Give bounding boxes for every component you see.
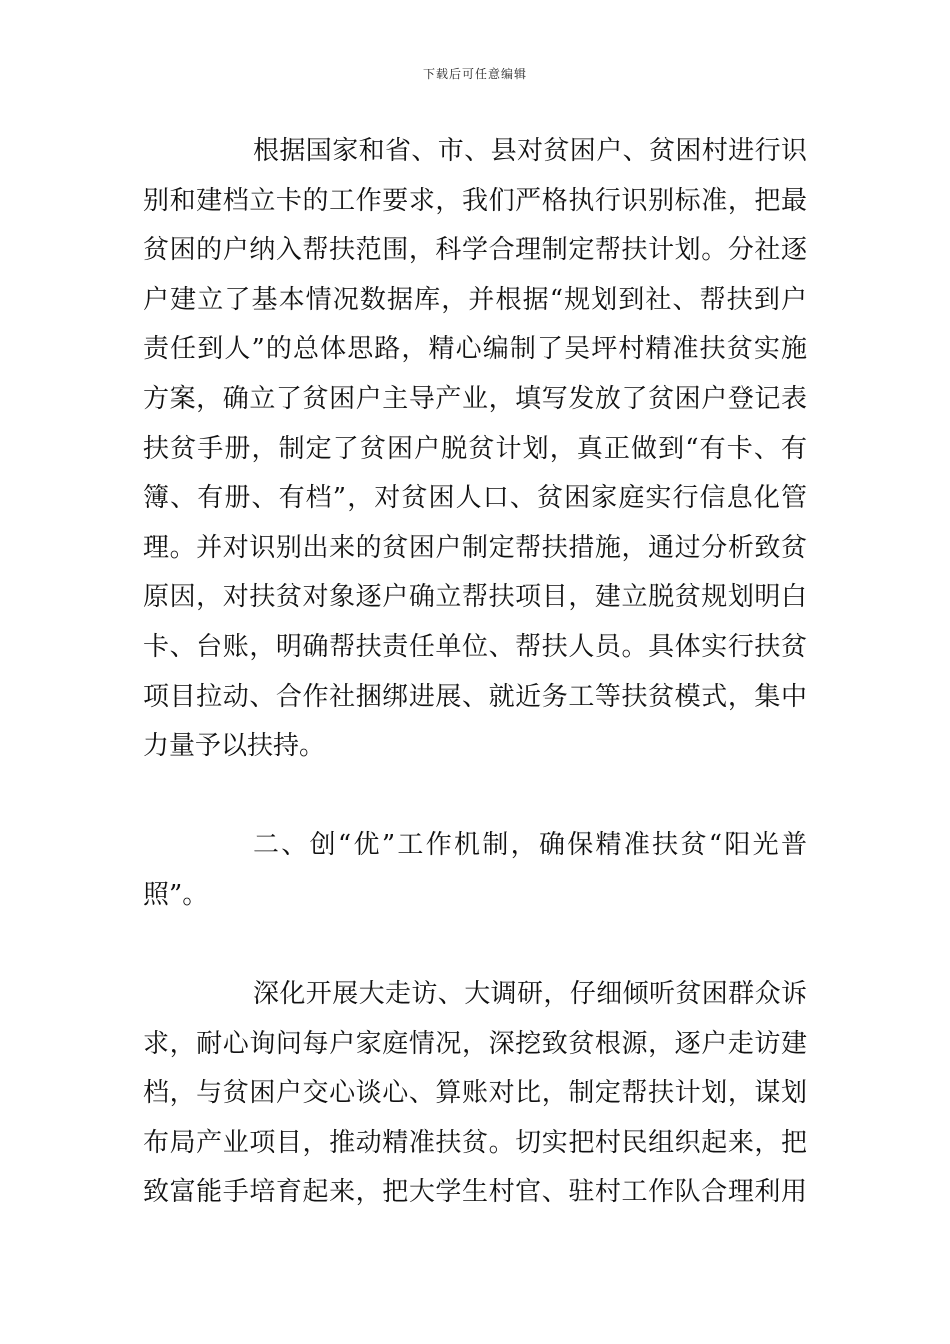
section-heading [143, 821, 807, 920]
paragraph-spacer [143, 772, 807, 822]
text-line: 理。并对识别出来的贫困户制定帮扶措施，通过分析致贫 [143, 532, 807, 563]
text-line: 户建立了基本情况数据库，并根据“规划到社、帮扶到户 [143, 284, 807, 315]
text-line: 项目拉动、合作社捆绑进展、就近务工等扶贫模式，集中 [143, 681, 807, 712]
page-header-note: 下载后可任意编辑 [422, 67, 527, 81]
text-line: 卡、台账，明确帮扶责任单位、帮扶人员。具体实行扶贫 [143, 631, 807, 662]
paragraph-spacer [143, 921, 807, 971]
text-line: 求，耐心询问每户家庭情况，深挖致贫根源，逐户走访建 [143, 1028, 807, 1059]
text-line: 扶贫手册，制定了贫困户脱贫计划，真正做到“有卡、有 [143, 433, 807, 464]
text-line: 方案，确立了贫困户主导产业，填写发放了贫困户登记表 [143, 383, 807, 414]
heading-line: 二、创“优”工作机制，确保精准扶贫“阳光普 [253, 830, 807, 861]
text-line: 贫困的户纳入帮扶范围，科学合理制定帮扶计划。分社逐 [143, 235, 807, 266]
heading-line: 照”。 [143, 879, 209, 910]
paragraph-1 [143, 127, 807, 772]
document-body [143, 127, 807, 1218]
text-line: 力量予以扶持。 [143, 731, 326, 762]
text-line: 别和建档立卡的工作要求，我们严格执行识别标准，把最 [143, 185, 807, 216]
text-line: 根据国家和省、市、县对贫困户、贫困村进行识 [253, 136, 807, 166]
text-line: 原因，对扶贫对象逐户确立帮扶项目，建立脱贫规划明白 [143, 582, 807, 613]
paragraph-3 [143, 970, 807, 1218]
text-line: 簿、有册、有档”，对贫困人口、贫困家庭实行信息化管 [143, 483, 807, 514]
text-line: 致富能手培育起来，把大学生村官、驻村工作队合理利用 [143, 1177, 807, 1208]
text-line: 布局产业项目，推动精准扶贫。切实把村民组织起来，把 [143, 1127, 807, 1158]
text-line: 深化开展大走访、大调研，仔细倾听贫困群众诉 [253, 979, 807, 1010]
text-line: 责任到人”的总体思路，精心编制了吴坪村精准扶贫实施 [143, 334, 807, 365]
text-line: 档，与贫困户交心谈心、算账对比，制定帮扶计划，谋划 [143, 1078, 807, 1109]
